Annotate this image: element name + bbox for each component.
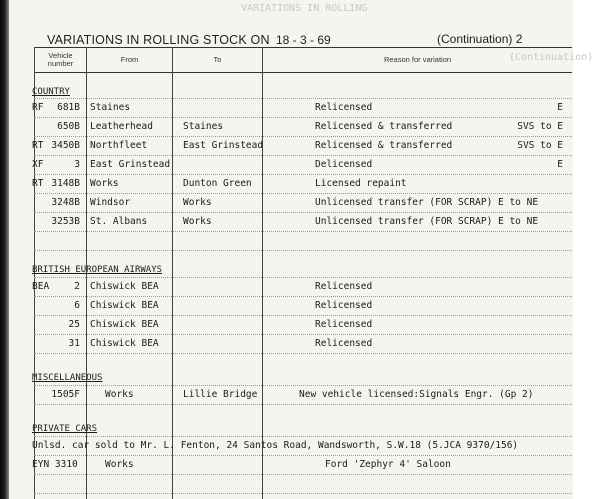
from-location: Northfleet: [90, 140, 148, 151]
vehicle-prefix: RT: [32, 178, 44, 189]
from-location: Chiswick BEA: [90, 300, 159, 311]
vehicle-number: 650B: [57, 121, 80, 132]
garage-transfer-code: E: [557, 159, 563, 170]
vehicle-number: 6: [74, 300, 80, 311]
vehicle-number: 3148B: [51, 178, 80, 189]
from-location: Leatherhead: [90, 121, 153, 132]
variation-reason: Relicensed: [315, 300, 373, 311]
to-location: Works: [183, 216, 212, 227]
row-rule: [34, 474, 572, 475]
column-header-from: From: [120, 55, 139, 64]
variation-reason: Licensed repaint: [315, 178, 407, 189]
bleed-through-text: (Continuation): [509, 52, 593, 63]
garage-transfer-code: E: [557, 102, 563, 113]
from-location: Windsor: [90, 197, 131, 208]
row-rule: [34, 436, 572, 437]
row-rule: [34, 98, 572, 99]
column-divider: [172, 47, 173, 499]
to-location: Dunton Green: [183, 178, 252, 189]
row-rule: [34, 385, 572, 386]
document-page: [9, 0, 593, 499]
continuation-label: (Continuation) 2: [437, 32, 523, 46]
row-rule: [34, 296, 572, 297]
variation-reason: Relicensed: [315, 102, 373, 113]
document-title: VARIATIONS IN ROLLING STOCK ON: [47, 33, 270, 47]
row-rule: [34, 117, 572, 118]
private-car-note: Unlsd. car sold to Mr. L. Fenton, 24 Santos Road, Wandsworth, S.W.18 (5.JCA 9370/156): [32, 440, 519, 451]
row-rule: [34, 455, 572, 456]
variation-reason: Relicensed & transferred: [315, 140, 453, 151]
section-heading-country: COUNTRY: [32, 87, 70, 97]
vehicle-number: 25: [68, 319, 80, 330]
row-rule: [34, 174, 572, 175]
from-location: East Grinstead: [90, 159, 171, 170]
from-location: Chiswick BEA: [90, 281, 159, 292]
column-header-vehicle-number: Vehicle number: [47, 51, 74, 68]
vehicle-prefix: BEA: [32, 281, 50, 292]
variation-reason: Relicensed: [315, 319, 373, 330]
from-location: Works: [105, 459, 134, 470]
row-rule: [34, 353, 572, 354]
variation-reason: Unlicensed transfer (FOR SCRAP) E to NE: [315, 197, 539, 208]
column-header-to: To: [213, 55, 222, 64]
variation-reason: Unlicensed transfer (FOR SCRAP) E to NE: [315, 216, 539, 227]
vehicle-number: 3450B: [51, 140, 80, 151]
vehicle-number: 3253B: [51, 216, 80, 227]
section-heading-private-cars: PRIVATE CARS: [32, 424, 98, 434]
vehicle-prefix: XF: [32, 159, 44, 170]
row-rule: [34, 250, 572, 251]
from-location: Chiswick BEA: [90, 338, 159, 349]
row-rule: [34, 193, 572, 194]
variation-reason: Relicensed: [315, 281, 373, 292]
row-rule: [34, 277, 572, 278]
variation-reason: Relicensed & transferred: [315, 121, 453, 132]
vehicle-number: 681B: [57, 102, 80, 113]
section-heading-miscellaneous: MISCELLANEOUS: [32, 373, 103, 383]
garage-transfer-code: SVS to E: [517, 140, 563, 151]
row-rule: [34, 212, 572, 213]
vehicle-number: 2: [74, 281, 80, 292]
variation-reason: Delicensed: [315, 159, 373, 170]
garage-transfer-code: SVS to E: [517, 121, 563, 132]
to-location: Lillie Bridge: [183, 389, 258, 400]
scan-edge: [0, 0, 9, 499]
row-rule: [34, 136, 572, 137]
from-location: Chiswick BEA: [90, 319, 159, 330]
variation-reason: Ford 'Zephyr 4' Saloon: [325, 459, 451, 470]
from-location: Works: [90, 178, 119, 189]
vehicle-prefix: RT: [32, 140, 44, 151]
column-divider: [262, 47, 263, 499]
from-location: Staines: [90, 102, 131, 113]
section-heading-bea: BRITISH EUROPEAN AIRWAYS: [32, 265, 163, 275]
header-bottom-border: [34, 72, 572, 73]
document-date: 18 - 3 - 69: [276, 33, 331, 47]
row-rule: [34, 315, 572, 316]
bleed-through-text: VARIATIONS IN ROLLING: [241, 3, 368, 14]
column-header-reason: Reason for variation: [383, 55, 452, 64]
row-rule: [34, 231, 572, 232]
vehicle-number: 31: [68, 338, 80, 349]
vehicle-number: 1505F: [51, 389, 80, 400]
to-location: East Grinstead: [183, 140, 264, 151]
row-rule: [34, 493, 572, 494]
vehicle-number: 3: [74, 159, 80, 170]
to-location: Staines: [183, 121, 224, 132]
row-rule: [34, 334, 572, 335]
to-location: Works: [183, 197, 212, 208]
vehicle-number: 3248B: [51, 197, 80, 208]
vehicle-number: EYN 3310: [32, 459, 78, 470]
row-rule: [34, 404, 572, 405]
variation-reason: Relicensed: [315, 338, 373, 349]
from-location: St. Albans: [90, 216, 148, 227]
vehicle-prefix: RF: [32, 102, 44, 113]
row-rule: [34, 155, 572, 156]
variation-reason: New vehicle licensed:Signals Engr. (Gp 2): [299, 389, 534, 400]
from-location: Works: [105, 389, 134, 400]
